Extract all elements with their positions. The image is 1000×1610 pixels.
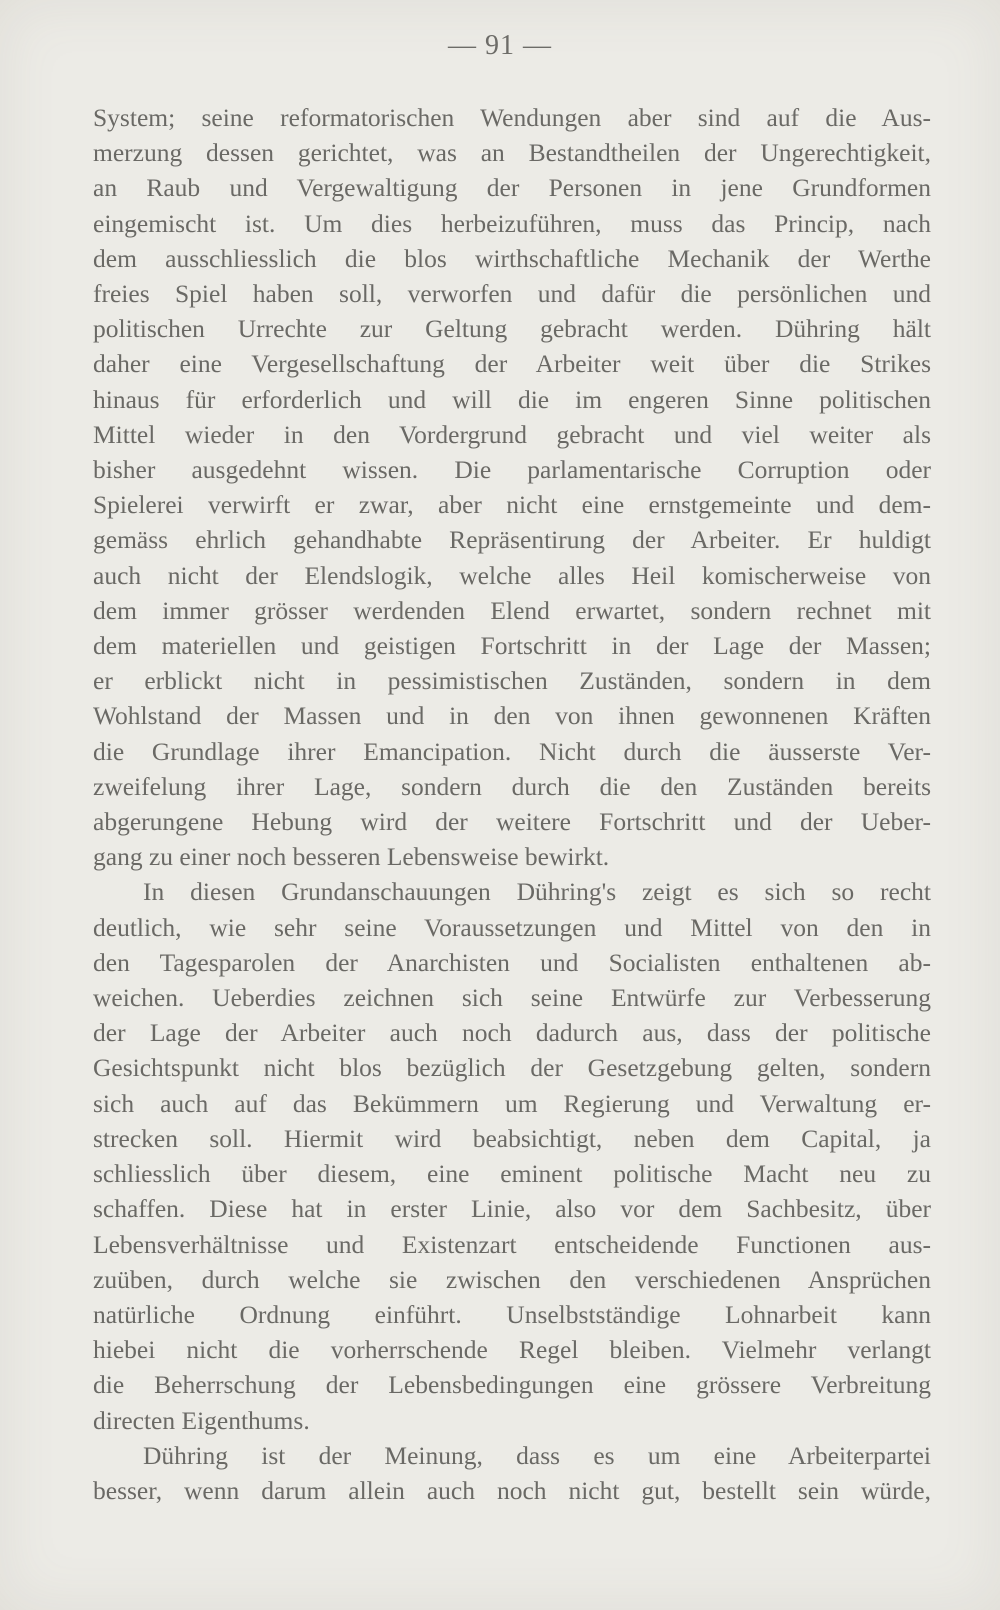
text-line: besser, wenn darum allein auch noch nicht gut, bestellt sein würde, — [93, 1475, 931, 1505]
text-line: die Beherrschung der Lebensbedingungen eine grössere Verbreitung — [93, 1370, 931, 1400]
text-line: Spielerei verwirft er zwar, aber nicht eine ernstgemeinte und dem- — [93, 490, 931, 520]
text-line: die Grundlage ihrer Emancipation. Nicht durch die äusserste Ver- — [93, 736, 931, 766]
text-line: dem materiellen und geistigen Fortschritt in der Lage der Massen; — [93, 631, 931, 661]
text-line: schliesslich über diesem, eine eminent politische Macht neu zu — [93, 1159, 931, 1189]
text-line: dem ausschliesslich die blos wirthschaftliche Mechanik der Werthe — [93, 243, 931, 273]
text-line: zweifelung ihrer Lage, sondern durch die den Zuständen bereits — [93, 771, 931, 801]
text-line: auch nicht der Elendslogik, welche alles Heil komischerweise von — [93, 560, 931, 590]
text-line: hiebei nicht die vorherrschende Regel bleiben. Vielmehr verlangt — [93, 1335, 931, 1365]
paragraph — [93, 874, 931, 1437]
text-line: directen Eigenthums. — [93, 1405, 310, 1435]
text-line: zuüben, durch welche sie zwischen den verschiedenen Ansprüchen — [93, 1264, 931, 1294]
text-line: schaffen. Diese hat in erster Linie, also vor dem Sachbesitz, über — [93, 1194, 931, 1224]
text-line: er erblickt nicht in pessimistischen Zuständen, sondern in dem — [93, 666, 931, 696]
text-line: an Raub und Vergewaltigung der Personen in jene Grundformen — [93, 173, 931, 203]
text-line: Gesichtspunkt nicht blos bezüglich der Gesetzgebung gelten, sondern — [93, 1053, 931, 1083]
text-line: merzung dessen gerichtet, was an Bestandtheilen der Ungerechtigkeit, — [93, 138, 931, 168]
text-line: daher eine Vergesellschaftung der Arbeiter weit über die Strikes — [93, 349, 931, 379]
text-line: weichen. Ueberdies zeichnen sich seine Entwürfe zur Verbesserung — [93, 983, 931, 1013]
text-line: der Lage der Arbeiter auch noch dadurch aus, dass der politische — [93, 1018, 931, 1048]
text-line: Mittel wieder in den Vordergrund gebracht und viel weiter als — [93, 419, 931, 449]
text-line: den Tagesparolen der Anarchisten und Socialisten enthaltenen ab- — [93, 947, 931, 977]
text-line: System; seine reformatorischen Wendungen aber sind auf die Aus- — [93, 103, 931, 132]
text-line: deutlich, wie sehr seine Voraussetzungen und Mittel von den in — [93, 912, 931, 942]
text-line: natürliche Ordnung einführt. Unselbstständige Lohnarbeit kann — [93, 1299, 931, 1329]
text-line: abgerungene Hebung wird der weitere Fortschritt und der Ueber- — [93, 807, 931, 837]
text-line: gang zu einer noch besseren Lebensweise bewirkt. — [93, 842, 610, 872]
text-line: strecken soll. Hiermit wird beabsichtigt, neben dem Capital, ja — [93, 1123, 931, 1153]
text-line: gemäss ehrlich gehandhabte Repräsentirung der Arbeiter. Er huldigt — [93, 525, 931, 555]
body-text — [93, 100, 931, 1508]
paragraph — [93, 1438, 931, 1508]
text-line: dem immer grösser werdenden Elend erwartet, sondern rechnet mit — [93, 595, 931, 625]
text-line: bisher ausgedehnt wissen. Die parlamentarische Corruption oder — [93, 455, 931, 485]
text-line: Lebensverhältnisse und Existenzart entscheidende Functionen aus- — [93, 1229, 931, 1259]
text-line: Wohlstand der Massen und in den von ihnen gewonnenen Kräften — [93, 701, 931, 731]
page-number: — 91 — — [448, 30, 552, 61]
text-line: eingemischt ist. Um dies herbeizuführen, muss das Princip, nach — [93, 208, 931, 238]
text-line: politischen Urrechte zur Geltung gebracht werden. Dühring hält — [93, 314, 931, 344]
text-line: In diesen Grundanschauungen Dühring's zeigt es sich so recht — [143, 877, 931, 907]
text-line: freies Spiel haben soll, verworfen und dafür die persönlichen und — [93, 279, 931, 309]
text-line: Dühring ist der Meinung, dass es um eine Arbeiterpartei — [143, 1440, 931, 1470]
text-line: hinaus für erforderlich und will die im engeren Sinne politischen — [93, 384, 931, 414]
text-line: sich auch auf das Bekümmern um Regierung und Verwaltung er- — [93, 1088, 931, 1118]
paragraph — [93, 100, 931, 874]
